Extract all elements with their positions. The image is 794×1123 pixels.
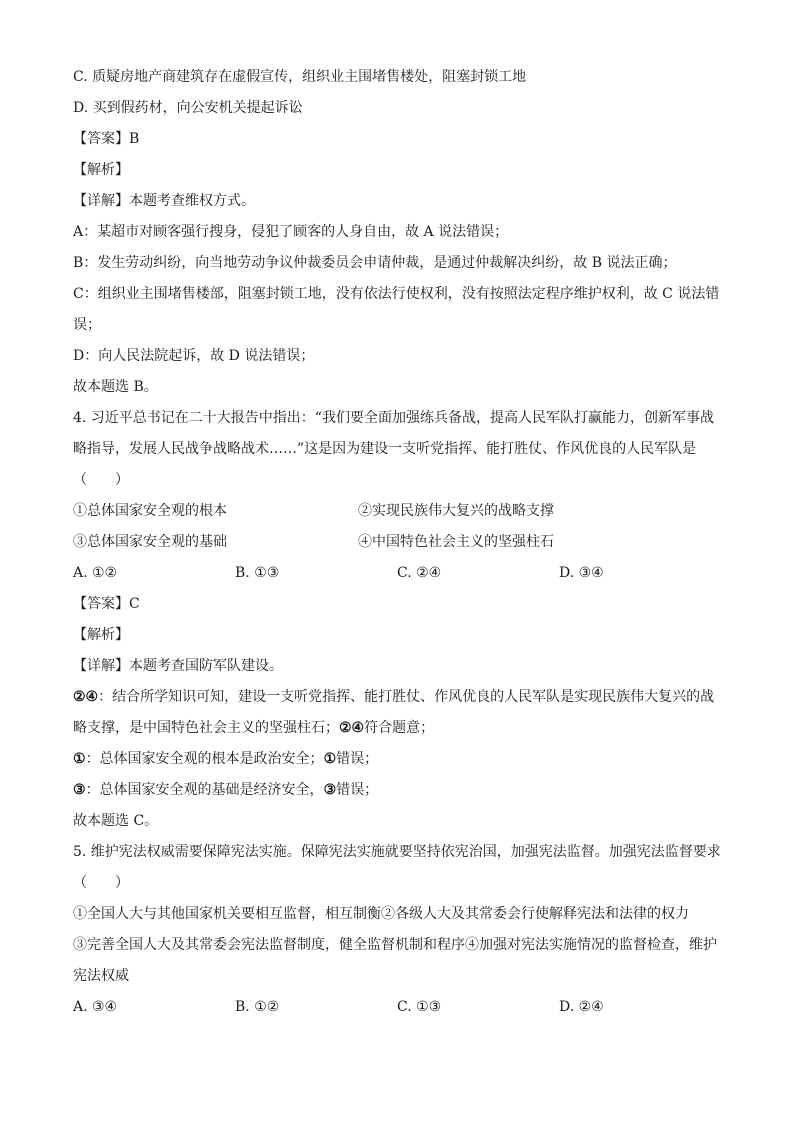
q3-explain-b: B：发生劳动纠纷，向当地劳动争议仲裁委员会申请仲裁，是通过仲裁解决纠纷，故 B 说法正确； — [73, 255, 677, 271]
item-ref: ① — [73, 751, 86, 767]
q3-explain-a: A：某超市对顾客强行搜身，侵犯了顾客的人身自由，故 A 说法错误； — [73, 224, 509, 240]
q5-blank: （ ） — [73, 875, 129, 891]
item-ref: ③ — [323, 782, 337, 798]
explain-text: ：总体国家安全观的基础是经济安全， — [85, 782, 324, 798]
q4-explain-1 — [73, 682, 723, 713]
item-ref: ① — [323, 751, 337, 767]
detail-text: 本题考查维权方式。 — [129, 193, 255, 209]
answer-tag: 【答案】 — [73, 131, 129, 147]
q4-blank: （ ） — [73, 472, 129, 488]
answer-tag: 【答案】 — [73, 596, 129, 612]
explain-text: 符合题意； — [364, 720, 435, 736]
q4-items-row-2 — [73, 527, 723, 558]
q4-detail-line — [73, 651, 723, 682]
explain-text: 错误； — [336, 782, 379, 798]
q3-explain-c-2: 误； — [73, 317, 101, 333]
item-ref: ②④ — [73, 689, 99, 705]
q3-analysis-tag: 【解析】 — [73, 162, 129, 178]
q5-choice-c: C. ①③ — [397, 999, 442, 1015]
q5-choice-b: B. ①② — [235, 999, 280, 1015]
q3-explain-d: D：向人民法院起诉，故 D 说法错误； — [73, 348, 315, 364]
q4-item-4: ④中国特色社会主义的坚强柱石 — [358, 534, 554, 550]
q4-choice-c: C. ②④ — [397, 565, 442, 581]
detail-text: 本题考查国防军队建设。 — [129, 658, 283, 674]
q5-items-1: ①全国人大与其他国家机关要相互监督，相互制衡②各级人大及其常委会行使解释宪法和法律的权力 — [73, 906, 689, 922]
q5-stem-1: 5. 维护宪法权威需要保障宪法实施。保障宪法实施就要坚持依宪治国，加强宪法监督。加强宪法监督要求 — [73, 844, 721, 860]
detail-tag: 【详解】 — [73, 658, 129, 674]
q5-choice-a: A. ③④ — [73, 999, 118, 1015]
q4-choice-d: D. ③④ — [559, 565, 604, 581]
q4-explain-1-cont — [73, 713, 723, 744]
q4-explain-3 — [73, 775, 723, 806]
answer-value: B — [129, 131, 140, 147]
item-ref: ③ — [73, 782, 86, 798]
q4-item-2: ②实现民族伟大复兴的战略支撑 — [358, 503, 554, 519]
explain-text: 略支撑，是中国特色社会主义的坚强柱石； — [73, 720, 339, 736]
q5-choices — [73, 992, 723, 1023]
q5-choice-d: D. ②④ — [559, 999, 604, 1015]
q3-option-c: C. 质疑房地产商建筑存在虚假宣传，组织业主围堵售楼处，阻塞封锁工地 — [73, 69, 527, 85]
q4-explain-2 — [73, 744, 723, 775]
q3-answer-line — [73, 124, 723, 155]
explain-text: ：总体国家安全观的根本是政治安全； — [85, 751, 324, 767]
q4-choice-a: A. ①② — [73, 565, 118, 581]
q4-item-3: ③总体国家安全观的基础 — [73, 534, 227, 550]
explain-text: 错误； — [336, 751, 379, 767]
q5-items-3: 宪法权威 — [73, 968, 129, 984]
q4-choices — [73, 558, 723, 589]
q4-stem-2: 略指导，发展人民战争战略战术……”这是因为建设一支听党指挥、能打胜仗、作风优良的人民军队是 — [73, 441, 697, 457]
q4-analysis-tag: 【解析】 — [73, 627, 129, 643]
detail-tag: 【详解】 — [73, 193, 129, 209]
q3-explain-c-1: C：组织业主围堵售楼部，阻塞封锁工地，没有依法行使权利，没有按照法定程序维护权利，故 C 说法错 — [73, 286, 720, 302]
document-page — [73, 62, 723, 1023]
q4-stem-1: 4. 习近平总书记在二十大报告中指出：“我们要全面加强练兵备战，提高人民军队打赢能力，创新军事战 — [73, 410, 714, 426]
q3-detail-line — [73, 186, 723, 217]
item-ref: ②④ — [339, 720, 365, 736]
answer-value: C — [129, 596, 140, 612]
q4-item-1: ①总体国家安全观的根本 — [73, 503, 227, 519]
q5-items-2: ③完善全国人大及其常委会宪法监督制度，健全监督机制和程序④加强对宪法实施情况的监督检查，维护 — [73, 937, 717, 953]
q3-option-d: D. 买到假药材，向公安机关提起诉讼 — [73, 100, 303, 116]
q4-choice-b: B. ①③ — [235, 565, 280, 581]
q3-conclusion: 故本题选 B。 — [73, 379, 158, 395]
explain-text: ：结合所学知识可知，建设一支听党指挥、能打胜仗、作风优良的人民军队是实现民族伟大复兴的战 — [98, 689, 715, 705]
q4-answer-line — [73, 589, 723, 620]
q4-items-row-1 — [73, 496, 723, 527]
q4-conclusion: 故本题选 C。 — [73, 813, 159, 829]
